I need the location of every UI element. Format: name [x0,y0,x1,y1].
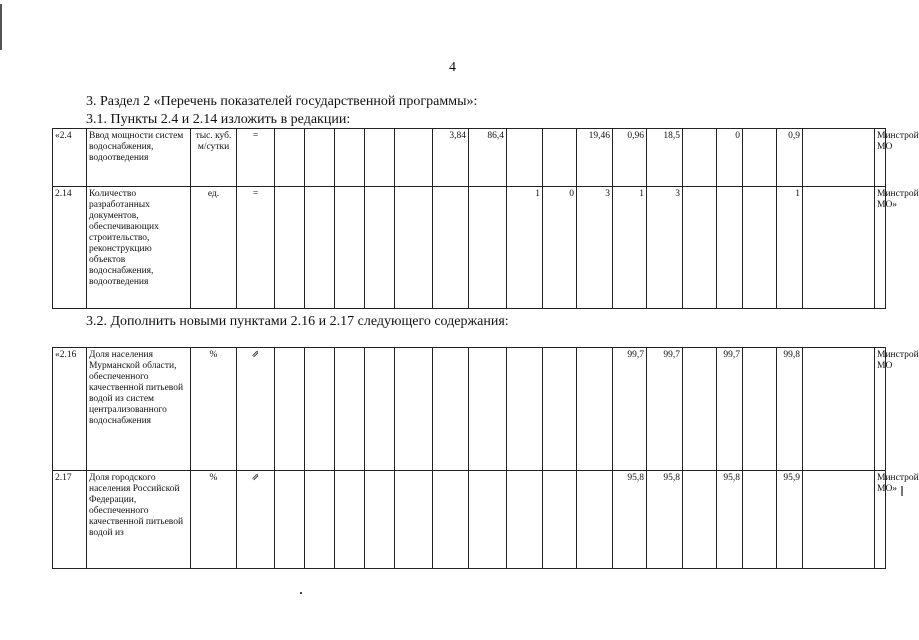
value-cell [743,471,777,569]
trend-sign: ⇗ [237,348,275,471]
value-cell: 19,46 [577,129,613,187]
value-cell [803,471,875,569]
unit-cell: тыс. куб. м/сутки [191,129,237,187]
trend-sign: = [237,129,275,187]
section-heading: 3. Раздел 2 «Перечень показателей государственной программы»: [86,94,478,109]
table-row [53,348,886,471]
subsection-heading-2: 3.2. Дополнить новыми пунктами 2.16 и 2.17 следующего содержания: [86,314,509,329]
indicator-name: Ввод мощности систем водоснабжения, водоотведения [87,129,191,187]
value-cell [433,187,469,309]
value-cell: 95,8 [647,471,683,569]
unit-cell: % [191,348,237,471]
value-cell: 99,8 [777,348,803,471]
value-cell [433,471,469,569]
value-cell: 99,7 [647,348,683,471]
value-cell: 0,9 [777,129,803,187]
value-cell [803,348,875,471]
indicator-name: Доля городского населения Российской Федерации, обеспеченного качественной питьевой водой из [87,471,191,569]
item-number: 2.17 [53,471,87,569]
value-cell [395,187,433,309]
unit-cell: ед. [191,187,237,309]
value-cell [743,187,777,309]
value-cell [305,348,335,471]
value-cell [543,129,577,187]
value-cell [577,348,613,471]
margin-mark [0,4,2,50]
value-cell [365,348,395,471]
value-cell [305,471,335,569]
page-number: 4 [449,60,456,75]
unit-cell: % [191,471,237,569]
value-cell [335,187,365,309]
value-cell: 3,84 [433,129,469,187]
table-row [53,471,886,569]
value-cell [365,471,395,569]
value-cell [469,471,507,569]
value-cell [433,348,469,471]
value-cell [395,348,433,471]
value-cell: 18,5 [647,129,683,187]
value-cell: 99,7 [717,348,743,471]
value-cell [275,471,305,569]
value-cell: 0 [543,187,577,309]
value-cell [543,471,577,569]
value-cell [335,471,365,569]
trend-sign: ⇗ [237,471,275,569]
value-cell [395,129,433,187]
value-cell: 99,7 [613,348,647,471]
value-cell [577,471,613,569]
value-cell [803,129,875,187]
value-cell [683,348,717,471]
item-number: 2.14 [53,187,87,309]
value-cell [469,187,507,309]
value-cell: 95,9 [777,471,803,569]
responsible-cell: Минстрой МО [875,129,886,187]
value-cell [365,129,395,187]
value-cell: 95,8 [717,471,743,569]
trend-sign: = [237,187,275,309]
value-cell: 0 [717,129,743,187]
scan-dot [300,592,302,594]
indicators-table-2 [52,347,919,569]
table-row [53,129,886,187]
value-cell [507,129,543,187]
item-number: «2.16 [53,348,87,471]
value-cell [507,471,543,569]
value-cell [275,187,305,309]
value-cell [803,187,875,309]
item-number: «2.4 [53,129,87,187]
value-cell [683,129,717,187]
value-cell: 95,8 [613,471,647,569]
value-cell [683,471,717,569]
value-cell [743,129,777,187]
value-cell: 86,4 [469,129,507,187]
value-cell [543,348,577,471]
value-cell: 0,96 [613,129,647,187]
value-cell [507,348,543,471]
indicator-name: Доля населения Мурманской области, обеспеченного качественной питьевой водой из систем централизованного водоснабжения [87,348,191,471]
responsible-cell: Минстрой МО [875,348,886,471]
value-cell [305,129,335,187]
value-cell [469,348,507,471]
indicators-table-1 [52,128,919,309]
table-row [53,187,886,309]
value-cell [743,348,777,471]
value-cell [275,348,305,471]
value-cell: 1 [613,187,647,309]
value-cell [395,471,433,569]
responsible-cell: Минстрой МО» [875,471,886,569]
value-cell [683,187,717,309]
subsection-heading-1: 3.1. Пункты 2.4 и 2.14 изложить в редакции: [86,112,351,127]
value-cell [275,129,305,187]
indicator-name: Количество разработанных документов, обеспечивающих строительство, реконструкцию объектов водоснабжения, водоотведения [87,187,191,309]
margin-mark-right [901,486,903,496]
value-cell [717,187,743,309]
value-cell: 3 [577,187,613,309]
value-cell: 1 [777,187,803,309]
value-cell [305,187,335,309]
value-cell [335,129,365,187]
responsible-cell: Минстрой МО» [875,187,886,309]
value-cell: 3 [647,187,683,309]
value-cell: 1 [507,187,543,309]
value-cell [335,348,365,471]
value-cell [365,187,395,309]
